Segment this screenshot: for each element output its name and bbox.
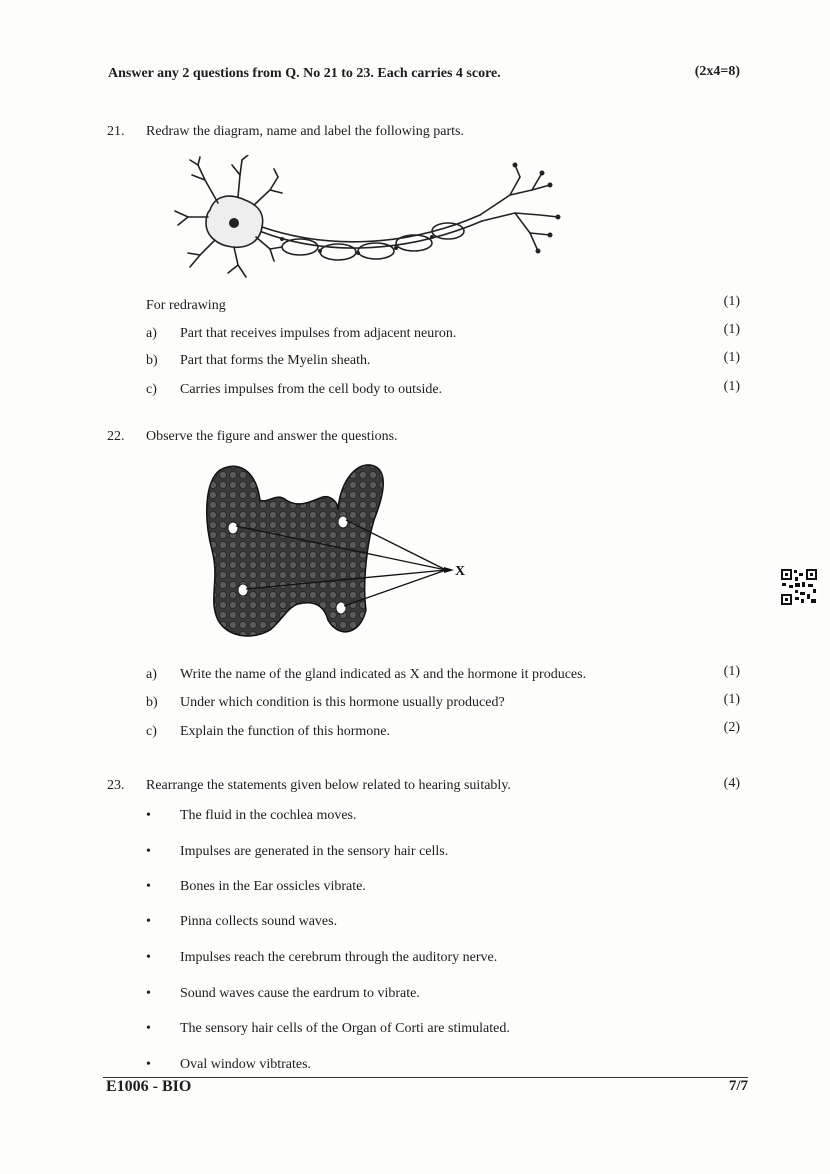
q21-part-a-score: (1) (723, 322, 740, 337)
q21-part-b-label: b) (146, 353, 158, 368)
q23-statement: The sensory hair cells of the Organ of Corti are stimulated. (180, 1021, 510, 1036)
q23-statement: Sound waves cause the eardrum to vibrate. (180, 986, 420, 1001)
q23-statement: Impulses are generated in the sensory hair cells. (180, 844, 449, 859)
q22-part-a-score: (1) (723, 664, 740, 679)
q23-score: (4) (723, 776, 740, 791)
q22-part-c-score: (2) (723, 720, 740, 735)
q22-part-b-text: Under which condition is this hormone usually produced? (180, 695, 505, 710)
q21-part-b-score: (1) (723, 350, 740, 365)
section-total-score: (2x4=8) (694, 64, 740, 79)
q23-bullet: • (146, 808, 151, 823)
q23-bullet: • (146, 950, 151, 965)
thyroid-gland-figure (198, 460, 478, 640)
q21-part-a-text: Part that receives impulses from adjacent neuron. (180, 326, 457, 341)
section-instruction: Answer any 2 questions from Q. No 21 to 23. Each carries 4 score. (108, 66, 501, 81)
q22-text: Observe the figure and answer the questions. (146, 429, 398, 444)
q23-statement: Impulses reach the cerebrum through the auditory nerve. (180, 950, 498, 965)
footer-page-number: 7/7 (728, 1078, 748, 1094)
q21-number: 21. (107, 124, 125, 139)
q23-bullet: • (146, 879, 151, 894)
q21-part-b-text: Part that forms the Myelin sheath. (180, 353, 371, 368)
qr-code (780, 568, 818, 606)
q23-text: Rearrange the statements given below related to hearing suitably. (146, 778, 511, 793)
q23-number: 23. (107, 778, 125, 793)
neuron-diagram (170, 155, 570, 285)
q23-statement: Bones in the Ear ossicles vibrate. (180, 879, 366, 894)
q21-part-a-label: a) (146, 326, 157, 341)
q22-part-b-label: b) (146, 695, 158, 710)
q21-part-c-label: c) (146, 382, 157, 397)
q23-bullet: • (146, 844, 151, 859)
q21-redraw-label: For redrawing (146, 298, 226, 313)
q23-bullet: • (146, 1021, 151, 1036)
q23-bullet: • (146, 1057, 151, 1072)
q21-part-c-text: Carries impulses from the cell body to outside. (180, 382, 443, 397)
footer-paper-code: E1006 - BIO (106, 1078, 192, 1095)
q22-part-b-score: (1) (723, 692, 740, 707)
q21-redraw-score: (1) (723, 294, 740, 309)
q23-bullet: • (146, 914, 151, 929)
footer-rule (103, 1077, 748, 1078)
q22-part-a-text: Write the name of the gland indicated as X and the hormone it produces. (180, 667, 587, 682)
q23-statement: The fluid in the cochlea moves. (180, 808, 357, 823)
q22-part-a-label: a) (146, 667, 157, 682)
q22-number: 22. (107, 429, 125, 444)
q23-statement: Oval window vibtrates. (180, 1057, 312, 1072)
gland-x-label: X (455, 564, 466, 579)
q21-part-c-score: (1) (723, 379, 740, 394)
q23-statement: Pinna collects sound waves. (180, 914, 338, 929)
q22-part-c-text: Explain the function of this hormone. (180, 724, 390, 739)
q21-text: Redraw the diagram, name and label the following parts. (146, 124, 465, 139)
q23-bullet: • (146, 986, 151, 1001)
q22-part-c-label: c) (146, 724, 157, 739)
